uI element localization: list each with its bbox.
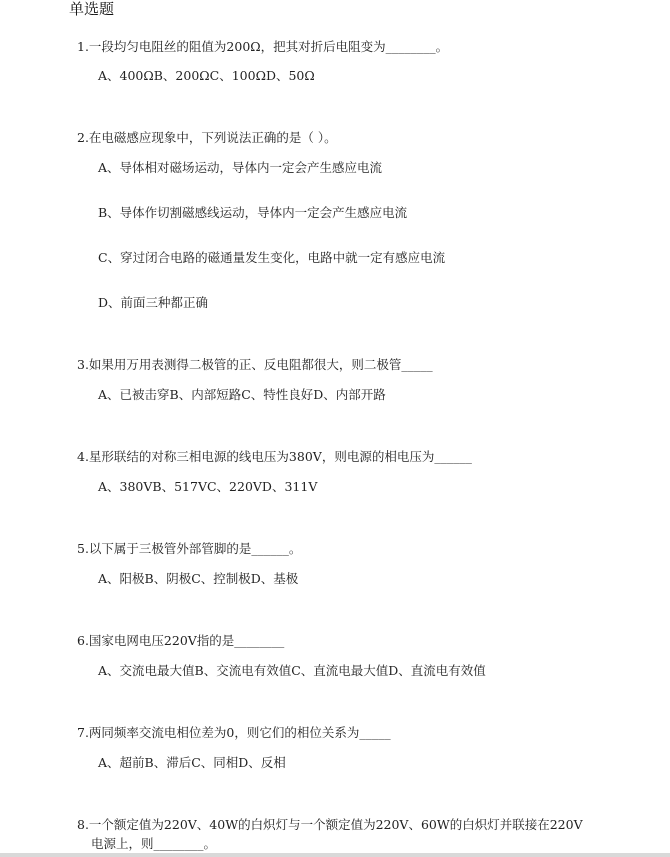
question-3-options: A、已被击穿B、内部短路C、特性良好D、内部开路 (98, 387, 386, 402)
question-5-options: A、阳极B、阴极C、控制极D、基极 (98, 571, 299, 586)
question-6-options: A、交流电最大值B、交流电有效值C、直流电最大值D、直流电有效值 (98, 663, 486, 678)
question-8-stem-continued: 电源上，则________。 (91, 836, 217, 851)
question-4-options: A、380VB、517VC、220VD、311V (98, 479, 318, 494)
question-1-stem: 1.一段均匀电阻丝的阻值为200Ω，把其对折后电阻变为________。 (77, 39, 449, 54)
section-title: 单选题 (69, 0, 115, 18)
question-2-option-c: C、穿过闭合电路的磁通量发生变化，电路中就一定有感应电流 (98, 250, 446, 265)
question-3-stem: 3.如果用万用表测得二极管的正、反电阻都很大，则二极管_____ (77, 357, 433, 372)
question-1-options: A、400ΩB、200ΩC、100ΩD、50Ω (98, 68, 315, 83)
question-5-stem: 5.以下属于三极管外部管脚的是______。 (77, 541, 302, 556)
question-8-stem: 8.一个额定值为220V、40W的白炽灯与一个额定值为220V、60W的白炽灯并联接在220V (77, 817, 583, 832)
question-2-option-d: D、前面三种都正确 (98, 295, 209, 310)
question-7-stem: 7.两同频率交流电相位差为0，则它们的相位关系为_____ (77, 725, 391, 740)
question-2-stem: 2.在电磁感应现象中，下列说法正确的是（ ）。 (77, 130, 337, 145)
page-bottom-edge (0, 853, 670, 857)
question-7-options: A、超前B、滞后C、同相D、反相 (98, 755, 286, 770)
question-2-option-b: B、导体作切割磁感线运动，导体内一定会产生感应电流 (98, 205, 408, 220)
question-2-option-a: A、导体相对磁场运动，导体内一定会产生感应电流 (98, 160, 383, 175)
question-6-stem: 6.国家电网电压220V指的是________ (77, 633, 285, 648)
question-4-stem: 4.星形联结的对称三相电源的线电压为380V，则电源的相电压为______ (77, 449, 472, 464)
